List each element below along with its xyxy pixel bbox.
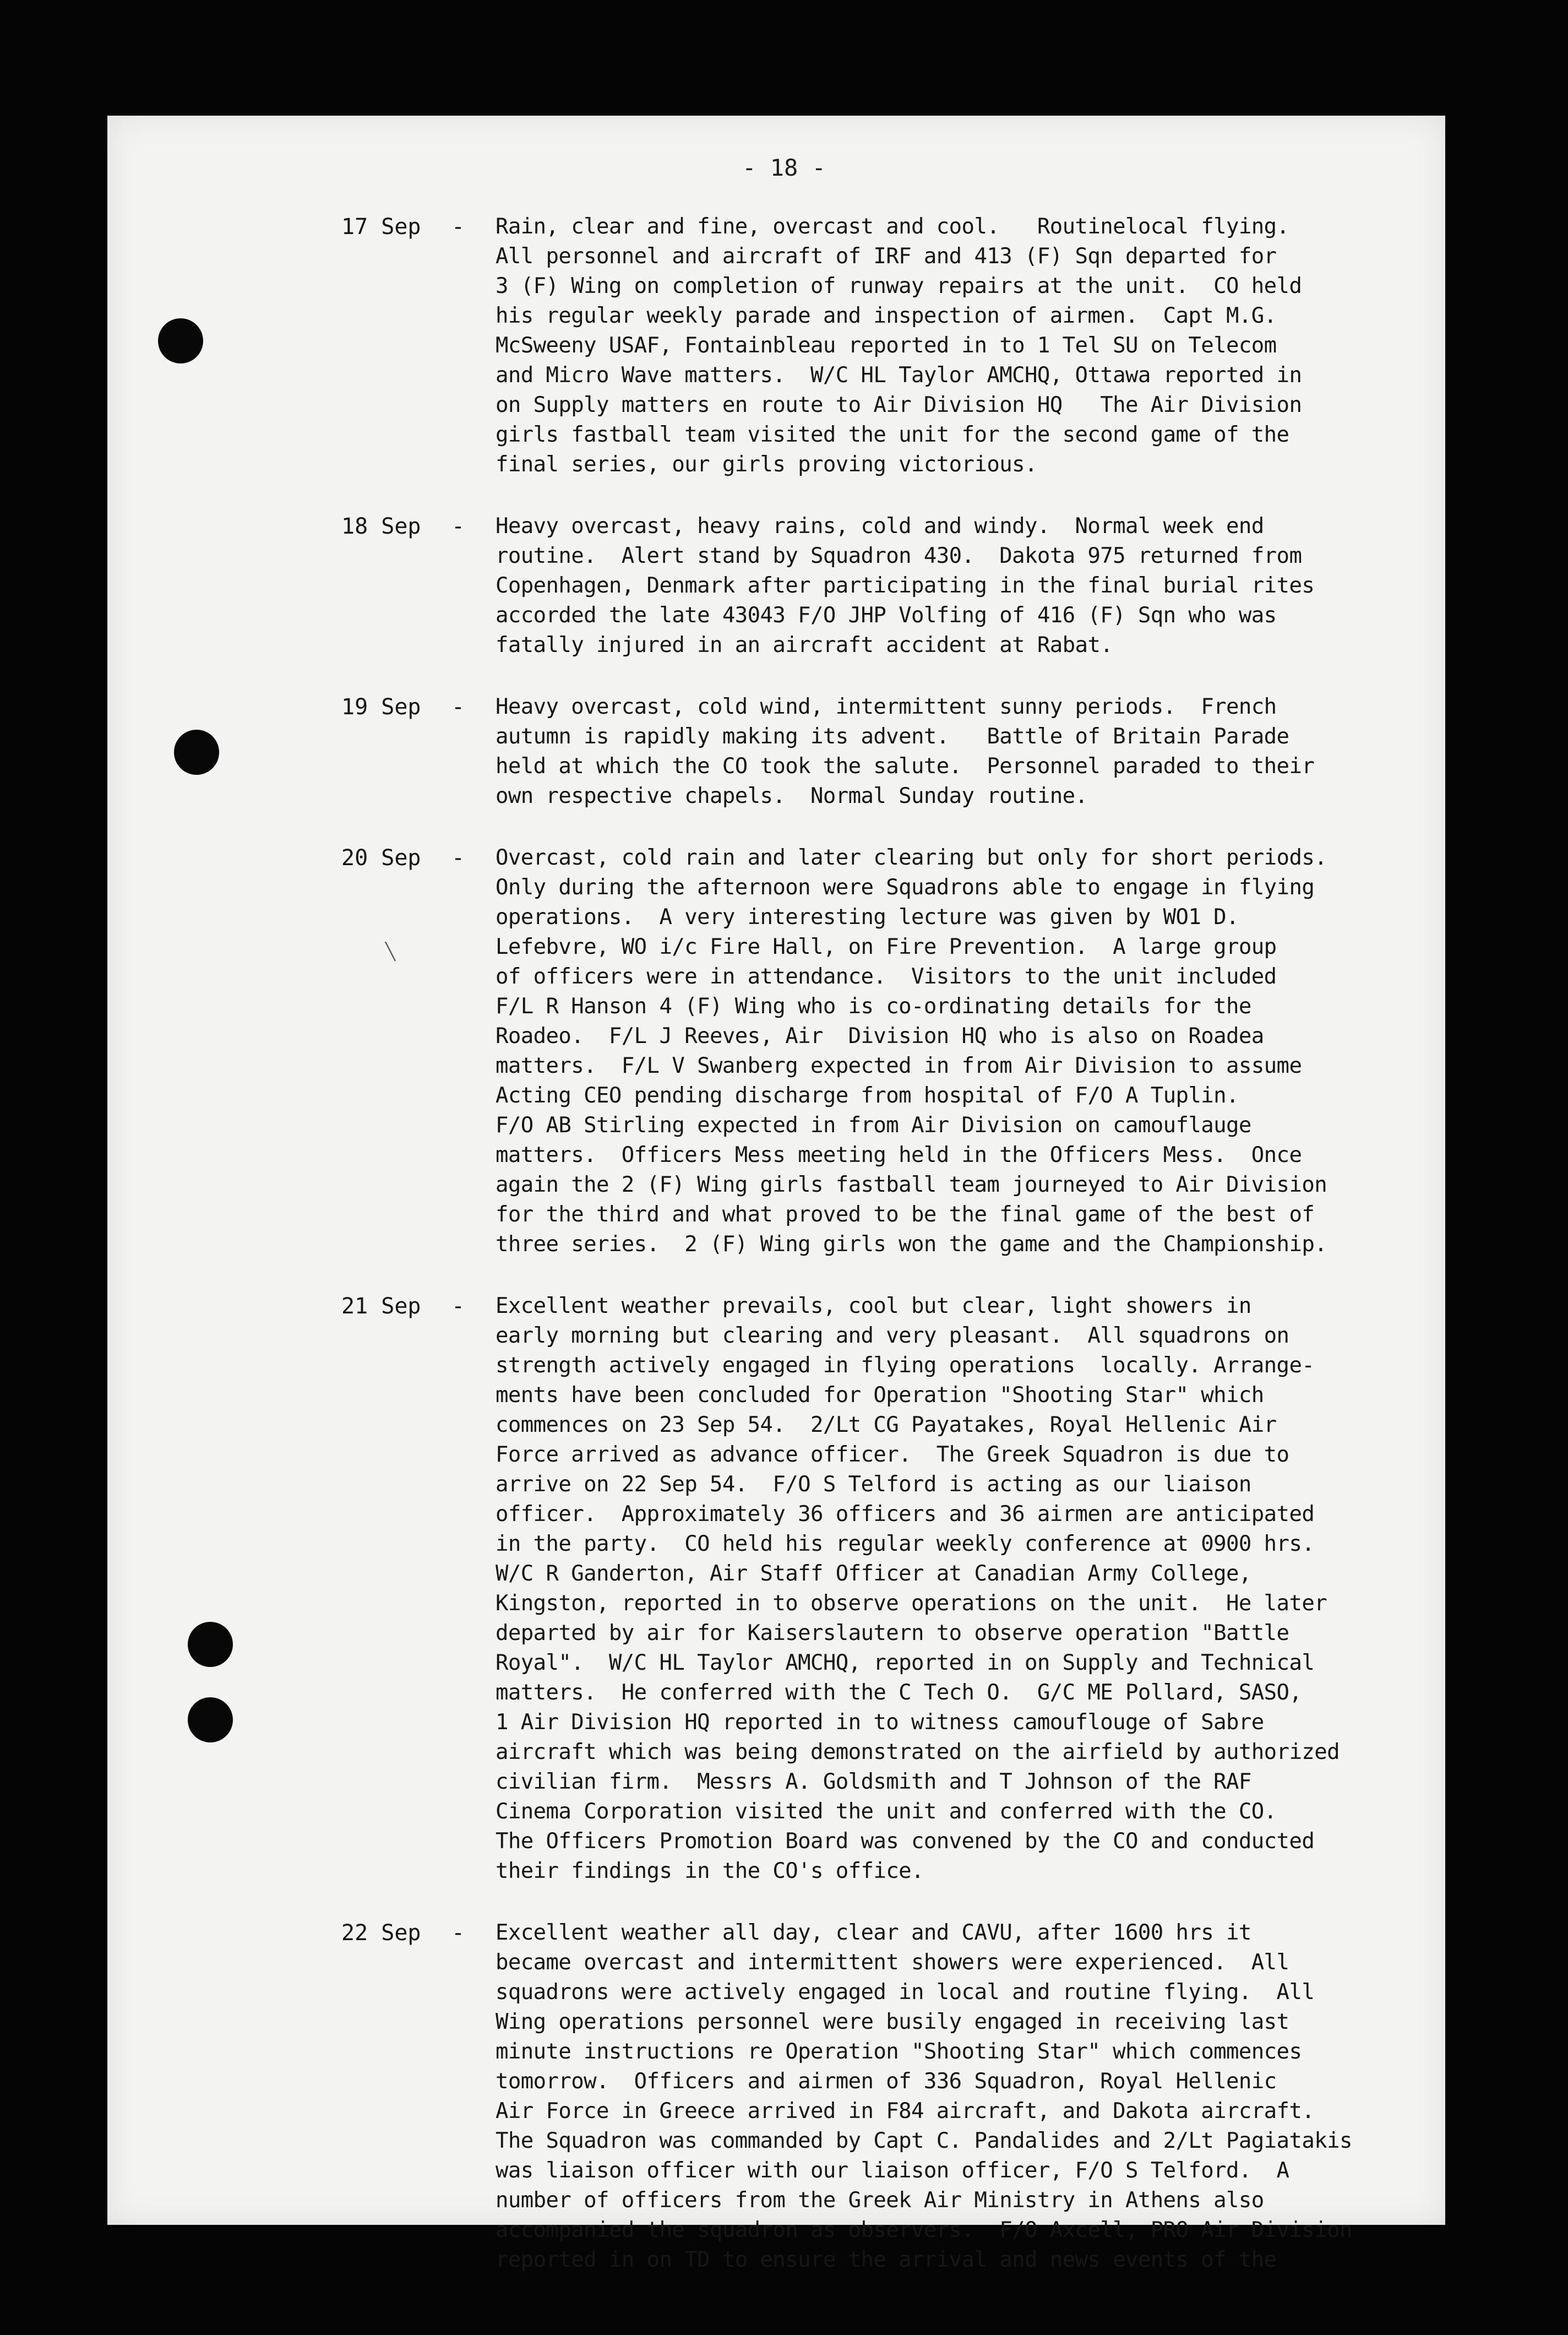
entry-line: tomorrow. Officers and airmen of 336 Squadron, Royal Hellenic — [496, 2069, 1277, 2094]
entry-line: Only during the afternoon were Squadrons able to engage in flying — [496, 875, 1315, 900]
entry-line: commences on 23 Sep 54. 2/Lt CG Payatakes, Royal Hellenic Air — [496, 1413, 1277, 1437]
entry-line: matters. Officers Mess meeting held in the Officers Mess. Once — [496, 1143, 1302, 1168]
entry-line: aircraft which was being demonstrated on the airfield by authorized — [496, 1740, 1340, 1764]
entry-line: Overcast, cold rain and later clearing but only for short periods. — [496, 845, 1327, 870]
entry-line: Wing operations personnel were busily engaged in receiving last — [496, 2010, 1289, 2034]
entry-line: Acting CEO pending discharge from hospital of F/O A Tuplin. — [496, 1083, 1239, 1108]
entry-line: Royal". W/C HL Taylor AMCHQ, reported in on Supply and Technical — [496, 1650, 1315, 1675]
page-number: - 18 - — [742, 154, 826, 181]
entry-line: matters. He conferred with the C Tech O. G/C ME Pollard, SASO, — [496, 1680, 1302, 1705]
binder-hole — [174, 730, 219, 775]
binder-hole — [188, 1622, 233, 1667]
diary-entry — [341, 1291, 1442, 1886]
entry-line: F/O AB Stirling expected in from Air Division on camouflauge — [496, 1113, 1251, 1138]
entry-line: their findings in the CO's office. — [496, 1859, 924, 1883]
entry-line: civilian firm. Messrs A. Goldsmith and T Johnson of the RAF — [496, 1769, 1251, 1794]
entry-line: The Squadron was commanded by Capt C. Pandalides and 2/Lt Pagiatakis — [496, 2128, 1352, 2153]
entry-line: and Micro Wave matters. W/C HL Taylor AMCHQ, Ottawa reported in — [496, 363, 1302, 388]
entry-line: on Supply matters en route to Air Division HQ The Air Division — [496, 393, 1302, 417]
entry-line: strength actively engaged in flying operations locally. Arrange- — [496, 1353, 1315, 1378]
entry-date: 17 Sep — [341, 214, 421, 240]
entry-dash: - — [451, 694, 465, 720]
entry-line: Rain, clear and fine, overcast and cool. Routinelocal flying. — [496, 214, 1289, 239]
entry-date: 19 Sep — [341, 694, 421, 720]
entry-line: arrive on 22 Sep 54. F/O S Telford is acting as our liaison — [496, 1472, 1251, 1497]
entry-line: All personnel and aircraft of IRF and 413 (F) Sqn departed for — [496, 244, 1277, 269]
entry-text — [496, 843, 1431, 1259]
entry-line: three series. 2 (F) Wing girls won the game and the Championship. — [496, 1232, 1327, 1257]
entry-line: Kingston, reported in to observe operations on the unit. He later — [496, 1591, 1327, 1616]
entry-line: McSweeny USAF, Fontainbleau reported in to 1 Tel SU on Telecom — [496, 333, 1277, 358]
entry-line: early morning but clearing and very pleasant. All squadrons on — [496, 1323, 1289, 1348]
entry-line: held at which the CO took the salute. Personnel paraded to their — [496, 754, 1315, 779]
entry-line: reported in on TD to ensure the arrival and news events of the — [496, 2247, 1277, 2272]
entry-line: Heavy overcast, cold wind, intermittent sunny periods. French — [496, 694, 1277, 719]
entry-line: own respective chapels. Normal Sunday routine. — [496, 784, 1088, 808]
entry-line: Force arrived as advance officer. The Greek Squadron is due to — [496, 1442, 1289, 1467]
entry-line: squadrons were actively engaged in local and routine flying. All — [496, 1980, 1315, 2005]
entry-line: 1 Air Division HQ reported in to witness camouflouge of Sabre — [496, 1710, 1264, 1735]
diary-entries — [341, 212, 1442, 2275]
entry-dash: - — [451, 845, 465, 871]
entry-text — [496, 1918, 1431, 2275]
entry-dash: - — [451, 214, 465, 240]
entry-line: accorded the late 43043 F/O JHP Volfing of 416 (F) Sqn who was — [496, 603, 1277, 628]
entry-line: W/C R Ganderton, Air Staff Officer at Canadian Army College, — [496, 1561, 1251, 1586]
stray-ink-mark: ╲ — [385, 942, 396, 962]
entry-line: became overcast and intermittent showers were experienced. All — [496, 1950, 1289, 1975]
entry-line: number of officers from the Greek Air Ministry in Athens also — [496, 2188, 1264, 2213]
entry-line: matters. F/L V Swanberg expected in from Air Division to assume — [496, 1054, 1302, 1078]
entry-line: again the 2 (F) Wing girls fastball team journeyed to Air Division — [496, 1172, 1327, 1197]
entry-line: for the third and what proved to be the final game of the best of — [496, 1202, 1315, 1227]
entry-text — [496, 1291, 1431, 1886]
entry-line: Roadeo. F/L J Reeves, Air Division HQ who is also on Roadea — [496, 1024, 1264, 1049]
entry-line: his regular weekly parade and inspection of airmen. Capt M.G. — [496, 303, 1277, 328]
entry-line: operations. A very interesting lecture was given by WO1 D. — [496, 905, 1239, 930]
entry-dash: - — [451, 514, 465, 539]
entry-date: 20 Sep — [341, 845, 421, 871]
entry-line: Copenhagen, Denmark after participating in the final burial rites — [496, 573, 1315, 598]
entry-line: Cinema Corporation visited the unit and conferred with the CO. — [496, 1799, 1277, 1824]
entry-text — [496, 692, 1431, 811]
entry-line: minute instructions re Operation "Shooting Star" which commences — [496, 2039, 1302, 2064]
entry-date: 21 Sep — [341, 1294, 421, 1319]
entry-line: in the party. CO held his regular weekly conference at 0900 hrs. — [496, 1532, 1315, 1556]
entry-line: of officers were in attendance. Visitors to the unit included — [496, 964, 1277, 989]
diary-entry — [341, 692, 1442, 811]
entry-dash: - — [451, 1294, 465, 1319]
entry-line: ments have been concluded for Operation "Shooting Star" which — [496, 1383, 1264, 1408]
entry-line: routine. Alert stand by Squadron 430. Dakota 975 returned from — [496, 544, 1302, 568]
entry-text — [496, 512, 1431, 660]
binder-hole — [188, 1697, 233, 1742]
entry-date: 18 Sep — [341, 514, 421, 539]
diary-entry — [341, 1918, 1442, 2275]
entry-line: accompanied the squadron as observers. F/O Axcell, PRO Air Division — [496, 2218, 1352, 2242]
entry-line: final series, our girls proving victorious. — [496, 452, 1037, 477]
entry-line: The Officers Promotion Board was convened by the CO and conducted — [496, 1829, 1315, 1854]
entry-line: Lefebvre, WO i/c Fire Hall, on Fire Prevention. A large group — [496, 935, 1277, 959]
diary-entry — [341, 212, 1442, 480]
entry-line: was liaison officer with our liaison officer, F/O S Telford. A — [496, 2158, 1289, 2183]
diary-entry — [341, 843, 1442, 1259]
entry-line: departed by air for Kaiserslautern to observe operation "Battle — [496, 1621, 1289, 1646]
entry-dash: - — [451, 1920, 465, 1946]
entry-line: Heavy overcast, heavy rains, cold and windy. Normal week end — [496, 514, 1264, 539]
entry-date: 22 Sep — [341, 1920, 421, 1946]
entry-text — [496, 212, 1431, 480]
entry-line: girls fastball team visited the unit for the second game of the — [496, 422, 1289, 447]
entry-line: fatally injured in an aircraft accident at Rabat. — [496, 633, 1113, 658]
entry-line: Air Force in Greece arrived in F84 aircraft, and Dakota aircraft. — [496, 2099, 1315, 2124]
diary-entry — [341, 512, 1442, 660]
entry-line: 3 (F) Wing on completion of runway repairs at the unit. CO held — [496, 274, 1302, 298]
entry-line: Excellent weather prevails, cool but clear, light showers in — [496, 1294, 1251, 1318]
entry-line: F/L R Hanson 4 (F) Wing who is co-ordinating details for the — [496, 994, 1251, 1019]
binder-hole — [158, 318, 203, 363]
entry-line: officer. Approximately 36 officers and 36 airmen are anticipated — [496, 1502, 1315, 1527]
entry-line: autumn is rapidly making its advent. Battle of Britain Parade — [496, 724, 1289, 749]
entry-line: Excellent weather all day, clear and CAVU, after 1600 hrs it — [496, 1920, 1251, 1945]
